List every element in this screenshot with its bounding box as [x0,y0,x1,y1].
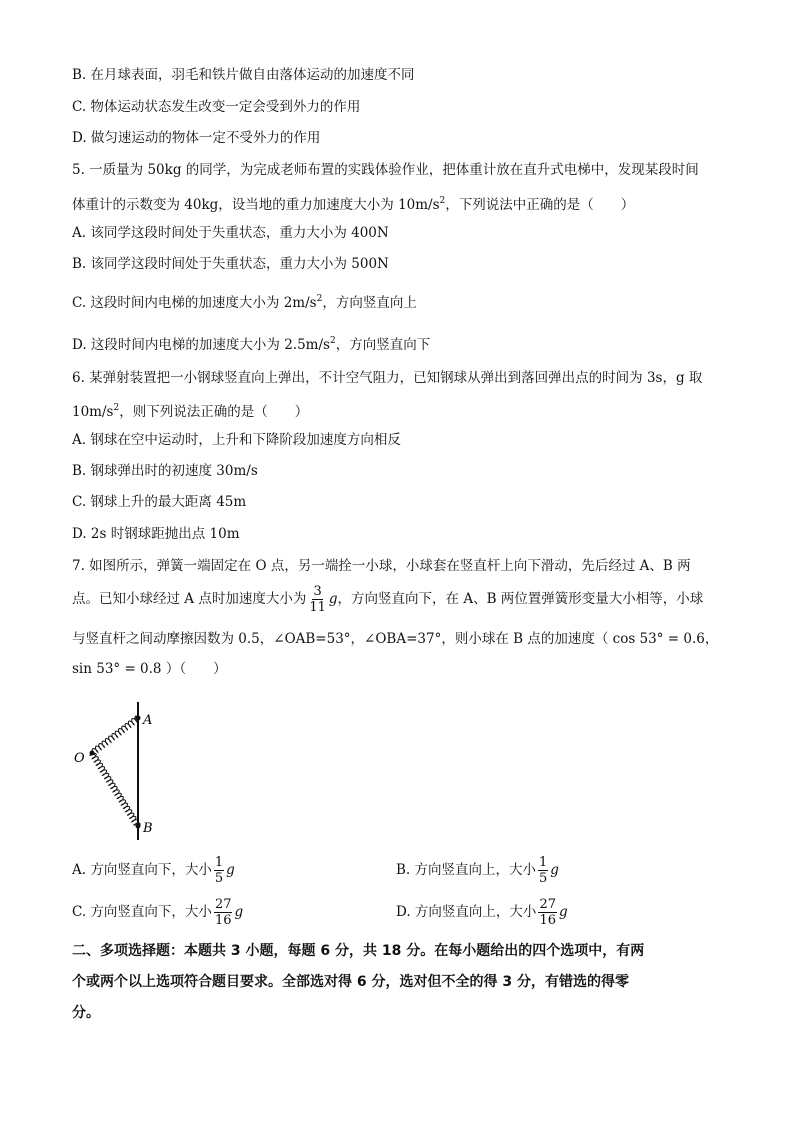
q7-stem-line2-a: 点。已知小球经过 A 点时加速度大小为 [72,591,307,607]
point-a [136,716,141,721]
spring-coil [90,753,140,827]
q6-stem-line2-a: 10m/s [72,404,114,420]
q7-option-c-num: 27 [214,897,232,912]
q7-option-b [396,852,559,888]
q7-figure [70,698,180,848]
q5-option-d-sup: 2 [329,336,336,346]
q5-option-b: B. 该同学这段时间处于失重状态，重力大小为 500N [72,256,389,272]
q5-option-c [72,290,417,312]
q6-stem-line2 [72,399,308,421]
q7-option-a-den: 5 [214,871,224,886]
q7-option-b-g: g [550,862,559,878]
q7-option-d-num: 27 [539,897,556,912]
q6-stem-line2-b: ，则下列说法正确的是（ ） [119,404,309,420]
q4-option-d: D. 做匀速运动的物体一定不受外力的作用 [72,130,321,146]
label-a: A [143,713,153,728]
q7-stem-line2 [72,583,703,615]
q7-stem-line2-b: ，方向竖直向下，在 A、B 两位置弹簧形变量大小相等，小球 [337,591,704,607]
q5-stem-sup: 2 [439,196,446,206]
point-b [136,824,141,829]
q7-option-b-den: 5 [539,871,548,886]
q4-option-b: B. 在月球表面，羽毛和铁片做自由落体运动的加速度不同 [72,67,415,83]
q7-stem-line1: 7. 如图所示，弹簧一端固定在 O 点，另一端拴一小球，小球套在竖直杆上向下滑动，先后经过 A、B 两 [72,558,691,574]
section2-heading-line3: 分。 [72,1005,100,1021]
q6-option-d: D. 2s 时钢球距抛出点 10m [72,526,240,542]
q5-stem-line2-a: 体重计的示数变为 40kg，设当地的重力加速度大小为 10m/s [72,197,440,213]
q6-option-a: A. 钢球在空中运动时，上升和下降阶段加速度方向相反 [72,432,401,448]
q7-option-a-frac [214,855,224,886]
q5-option-c-b: ，方向竖直向上 [322,295,417,311]
spring-ob [90,753,140,827]
q7-option-d-frac [538,897,557,928]
q5-option-d-a: D. 这段时间内电梯的加速度大小为 2.5m/s [72,337,330,353]
q5-stem-line2 [72,192,634,214]
q7-option-b-frac [538,855,548,886]
section2-heading-line1: 二、多项选择题：本题共 3 小题，每题 6 分，共 18 分。在每小题给出的四个选项中，有两 [72,943,645,959]
q7-stem-line4: sin 53° = 0.8 ）（ ） [72,661,227,677]
q4-option-c: C. 物体运动状态发生改变一定会受到外力的作用 [72,99,361,115]
q5-option-c-a: C. 这段时间内电梯的加速度大小为 2m/s [72,295,317,311]
label-o: O [74,751,85,766]
q7-option-d-den: 16 [539,913,556,928]
q7-frac-num: 3 [313,584,322,599]
q7-option-a-text: A. 方向竖直向下，大小 [72,862,212,878]
section2-heading-line2: 个或两个以上选项符合题目要求。全部选对得 6 分，选对但不全的得 3 分，有错选的得零 [72,974,629,990]
q7-option-c [72,894,243,930]
q7-option-d-g: g [558,904,568,920]
q7-option-c-g: g [234,904,244,920]
q5-option-d-b: ，方向竖直向下 [335,337,431,353]
q5-option-d [72,332,430,354]
spring-oa [92,716,139,755]
q7-g: g [328,591,338,607]
q7-option-d-text: D. 方向竖直向上，大小 [396,904,537,920]
q7-option-b-text: B. 方向竖直向上，大小 [396,862,537,878]
q6-stem-line1: 6. 某弹射装置把一小钢球竖直向上弹出，不计空气阻力，已知钢球从弹出到落回弹出点的时间为 3s，g 取 [72,370,703,386]
q7-option-a-g: g [226,862,235,878]
q7-option-c-text: C. 方向竖直向下，大小 [72,904,212,920]
label-b: B [143,821,153,836]
q6-option-b: B. 钢球弹出时的初速度 30m/s [72,463,258,479]
q7-option-a-num: 1 [214,855,224,870]
q5-option-a: A. 该同学这段时间处于失重状态，重力大小为 400N [72,225,389,241]
q5-stem-line1: 5. 一质量为 50kg 的同学，为完成老师布置的实践体验作业，把体重计放在直升式电梯中，发现某段时间 [72,162,699,178]
q7-frac-den: 11 [309,600,326,615]
point-o [90,751,95,756]
spring-coil [92,716,139,755]
q7-option-c-den: 16 [214,913,232,928]
q7-option-a [72,852,235,888]
q7-option-c-frac [214,897,233,928]
q7-option-d [396,894,568,930]
q7-option-b-num: 1 [539,855,548,870]
q6-option-c: C. 钢球上升的最大距离 45m [72,494,247,510]
q7-fraction-3-11 [308,584,327,615]
q6-stem-sup: 2 [113,403,120,413]
q5-option-c-sup: 2 [316,294,323,304]
q5-stem-line2-b: ，下列说法中正确的是（ ） [445,197,635,213]
q7-stem-line3: 与竖直杆之间动摩擦因数为 0.5，∠OAB=53°，∠OBA=37°，则小球在 B 点的加速度（ cos 53° = 0.6， [72,631,719,647]
